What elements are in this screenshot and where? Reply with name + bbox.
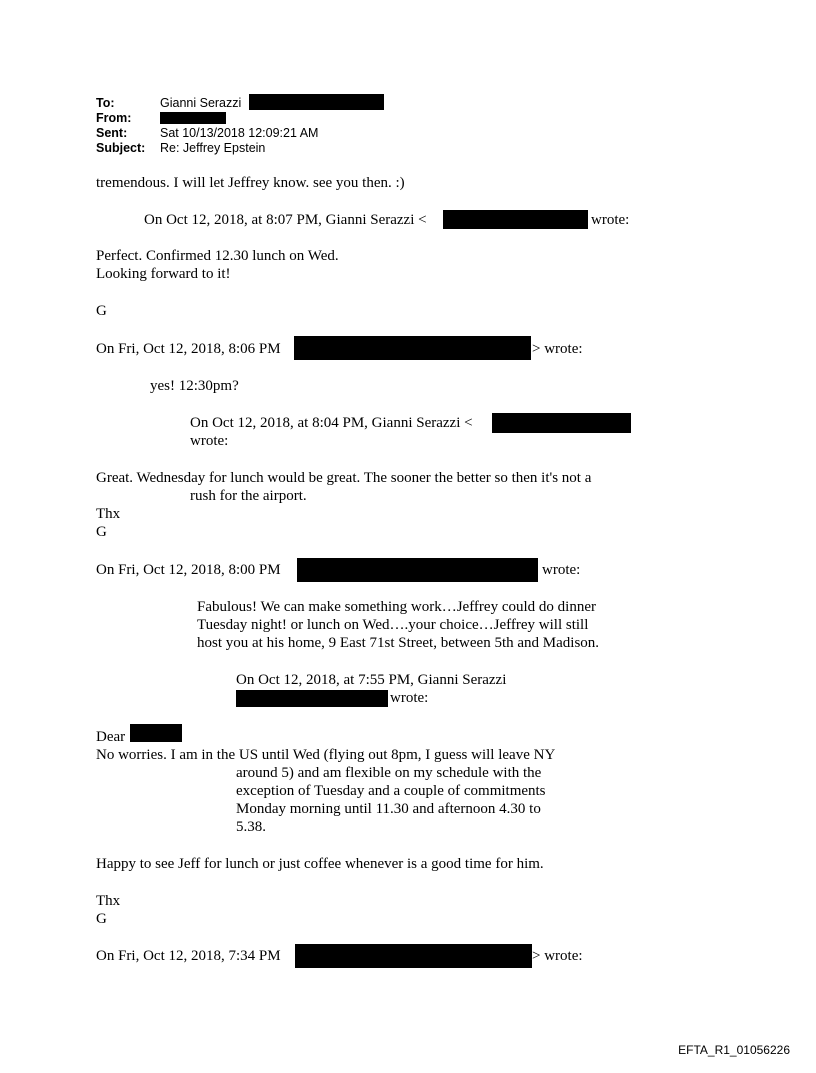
body-line: Great. Wednesday for lunch would be great. The sooner the better so then it's not a: [96, 470, 592, 486]
body-line: tremendous. I will let Jeffrey know. see you then. :): [96, 175, 405, 191]
redaction-box: [294, 336, 531, 360]
body-line: Fabulous! We can make something work…Jeffrey could do dinner: [197, 599, 596, 615]
body-line: Thx: [96, 893, 121, 909]
quote-header: On Fri, Oct 12, 2018, 8:06 PM: [96, 341, 281, 357]
sent-value: Sat 10/13/2018 12:09:21 AM: [160, 126, 319, 140]
quote-header-suffix: wrote:: [390, 690, 429, 706]
body-line: around 5) and am flexible on my schedule with the: [236, 765, 542, 781]
quote-header: On Fri, Oct 12, 2018, 8:00 PM: [96, 562, 281, 578]
redaction-box: [160, 112, 226, 124]
to-value: Gianni Serazzi: [160, 96, 242, 110]
redaction-box: [249, 94, 384, 110]
body-line: Tuesday night! or lunch on Wed….your choice…Jeffrey will still: [197, 617, 589, 633]
redaction-box: [295, 944, 532, 968]
signature-initial: G: [96, 303, 107, 319]
quote-header: On Oct 12, 2018, at 8:04 PM, Gianni Serazzi <: [190, 415, 473, 431]
body-line: Thx: [96, 506, 121, 522]
from-label: From:: [96, 111, 132, 125]
redaction-box: [297, 558, 538, 582]
signature-initial: G: [96, 524, 107, 540]
body-line: host you at his home, 9 East 71st Street, between 5th and Madison.: [197, 635, 600, 651]
quote-header: On Oct 12, 2018, at 8:07 PM, Gianni Serazzi <: [144, 212, 427, 228]
body-line: Perfect. Confirmed 12.30 lunch on Wed.: [96, 248, 339, 264]
redaction-box: [443, 210, 588, 229]
quote-header-suffix: wrote:: [542, 562, 581, 578]
sent-label: Sent:: [96, 126, 128, 140]
quote-header-suffix: wrote:: [190, 433, 229, 449]
redaction-box: [236, 690, 388, 707]
quote-header: On Fri, Oct 12, 2018, 7:34 PM: [96, 948, 281, 964]
quote-header-suffix: > wrote:: [532, 341, 583, 357]
subject-value: Re: Jeffrey Epstein: [160, 141, 266, 155]
quote-header: On Oct 12, 2018, at 7:55 PM, Gianni Serazzi: [236, 672, 507, 688]
redaction-box: [492, 413, 631, 433]
quote-header-suffix: wrote:: [591, 212, 630, 228]
body-line: yes! 12:30pm?: [150, 378, 239, 394]
body-line: exception of Tuesday and a couple of commitments: [236, 783, 546, 799]
body-line: Monday morning until 11.30 and afternoon 4.30 to: [236, 801, 541, 817]
to-label: To:: [96, 96, 115, 110]
body-line: Looking forward to it!: [96, 266, 231, 282]
redaction-box: [130, 724, 182, 742]
quote-header-suffix: > wrote:: [532, 948, 583, 964]
body-line: Happy to see Jeff for lunch or just coffee whenever is a good time for him.: [96, 856, 544, 872]
subject-label: Subject:: [96, 141, 146, 155]
document-id: EFTA_R1_01056226: [678, 1043, 790, 1057]
body-line: No worries. I am in the US until Wed (flying out 8pm, I guess will leave NY: [96, 747, 556, 763]
body-line: 5.38.: [236, 819, 266, 835]
signature-initial: G: [96, 911, 107, 927]
body-line: rush for the airport.: [190, 488, 307, 504]
salutation: Dear: [96, 729, 126, 745]
